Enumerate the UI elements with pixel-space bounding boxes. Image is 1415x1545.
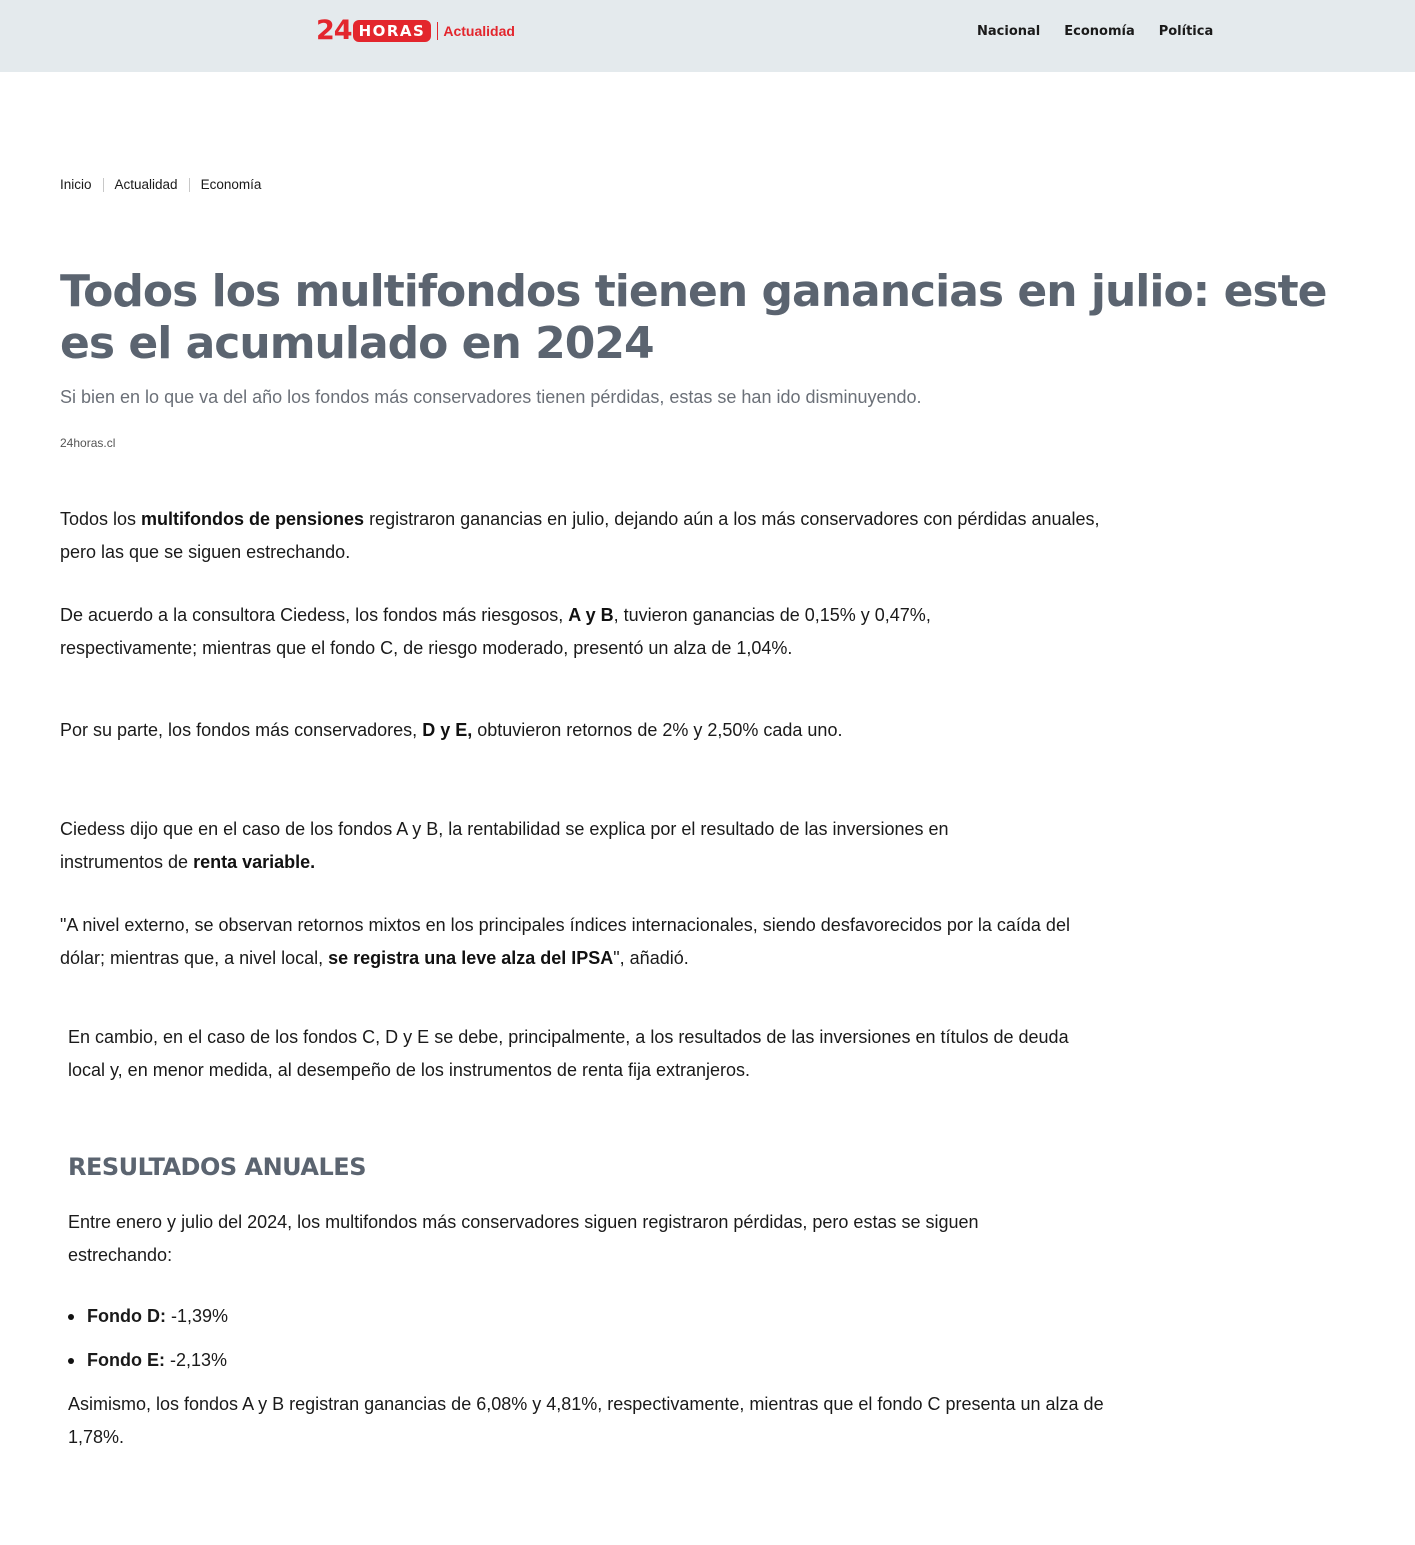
breadcrumb-inicio[interactable]: Inicio xyxy=(60,177,92,192)
logo-wordmark: HORAS xyxy=(353,20,432,42)
breadcrumb-economia[interactable]: Economía xyxy=(200,177,262,192)
paragraph-2: De acuerdo a la consultora Ciedess, los fondos más riesgosos, A y B, tuvieron ganancias de 0,15% y 0,47%, respectivamente; mientras que el fondo C, de riesgo moderado, presentó un alza de 1,04%. xyxy=(60,605,931,658)
paragraph-7: Entre enero y julio del 2024, los multifondos más conservadores siguen registraron pérdidas, pero estas se siguen estrechando: xyxy=(68,1212,979,1265)
site-logo[interactable] xyxy=(316,17,515,45)
list-item: Fondo D: -1,39% xyxy=(68,1300,228,1344)
breadcrumb-separator xyxy=(189,178,190,192)
site-header xyxy=(0,0,1415,72)
paragraph-6: En cambio, en el caso de los fondos C, D y E se debe, principalmente, a los resultados de las inversiones en títulos de deuda local y, en menor medida, al desempeño de los instrumentos de renta fija extranjeros. xyxy=(68,1027,1069,1080)
paragraph-3: Por su parte, los fondos más conservadores, D y E, obtuvieron retornos de 2% y 2,50% cada uno. xyxy=(60,720,843,740)
article-title: Todos los multifondos tienen ganancias en julio: este es el acumulado en 2024 xyxy=(60,266,1327,369)
nav-item-nacional[interactable]: Nacional xyxy=(977,24,1041,39)
breadcrumb xyxy=(60,177,261,192)
nav-item-economia[interactable]: Economía xyxy=(1064,24,1135,39)
paragraph-1: Todos los multifondos de pensiones registraron ganancias en julio, dejando aún a los más conservadores con pérdidas anuales, pero las que se siguen estrechando. xyxy=(60,509,1100,562)
article-subtitle: Si bien en lo que va del año los fondos más conservadores tienen pérdidas, estas se han ido disminuyendo. xyxy=(60,387,922,407)
breadcrumb-separator xyxy=(103,178,104,192)
paragraph-4: Ciedess dijo que en el caso de los fondos A y B, la rentabilidad se explica por el resultado de las inversiones en instrumentos de renta variable. xyxy=(60,819,949,872)
logo-section-label: Actualidad xyxy=(443,23,515,39)
breadcrumb-actualidad[interactable]: Actualidad xyxy=(114,177,178,192)
paragraph-5-quote: "A nivel externo, se observan retornos mixtos en los principales índices internacionales, siendo desfavorecidos por la caída del dólar; mientras que, a nivel local, se registra una leve alza del IPSA", añadió. xyxy=(60,915,1070,968)
logo-number: 24 xyxy=(316,15,352,46)
top-nav xyxy=(977,22,1237,42)
article-source: 24horas.cl xyxy=(60,436,116,450)
list-item: Fondo E: -2,13% xyxy=(68,1344,228,1388)
logo-divider xyxy=(437,22,438,40)
section-heading: RESULTADOS ANUALES xyxy=(68,1153,366,1181)
fund-results-list xyxy=(68,1300,228,1388)
paragraph-8: Asimismo, los fondos A y B registran ganancias de 6,08% y 4,81%, respectivamente, mientras que el fondo C presenta un alza de 1,78%. xyxy=(68,1394,1104,1447)
nav-item-politica[interactable]: Política xyxy=(1158,24,1214,39)
